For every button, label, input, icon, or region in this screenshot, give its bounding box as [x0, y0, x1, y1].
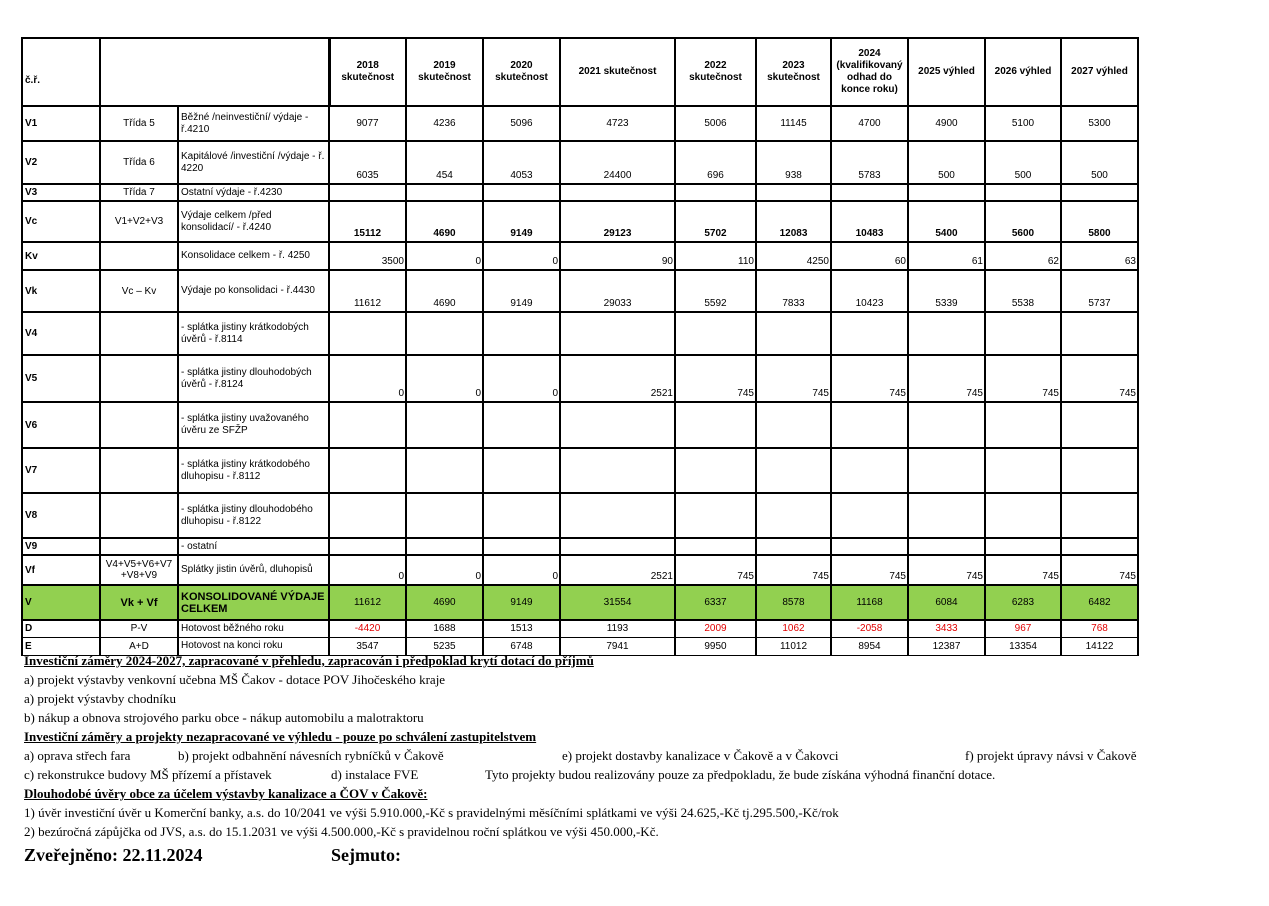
value-cell [908, 538, 985, 555]
value-cell [483, 448, 560, 493]
note-item: b) projekt odbahnění návesních rybníčků v Čakově [178, 748, 444, 763]
value-cell: 110 [675, 242, 756, 270]
value-cell: 745 [831, 355, 908, 402]
value-cell: 8578 [756, 585, 831, 620]
value-cell: 5096 [483, 106, 560, 141]
table-row [22, 402, 1138, 448]
row-class: Třída 6 [100, 141, 178, 184]
value-cell [908, 312, 985, 355]
row-code: Vc [22, 201, 100, 242]
row-code: Kv [22, 242, 100, 270]
value-cell: 5300 [1061, 106, 1138, 141]
table-row [22, 355, 1138, 402]
value-cell: 0 [406, 242, 483, 270]
row-class [100, 493, 178, 538]
value-cell [831, 184, 908, 201]
column-header: 2022 skutečnost [675, 38, 756, 106]
value-cell: 9950 [675, 637, 756, 655]
value-cell: 4690 [406, 201, 483, 242]
note-item: f) projekt úpravy návsi v Čakově [965, 748, 1137, 763]
value-cell: 745 [1061, 555, 1138, 585]
value-cell [831, 312, 908, 355]
value-cell: 4236 [406, 106, 483, 141]
value-cell: 0 [406, 555, 483, 585]
value-cell [831, 402, 908, 448]
row-class: Třída 7 [100, 184, 178, 201]
value-cell: 5800 [1061, 201, 1138, 242]
row-class [100, 242, 178, 270]
table-row [22, 106, 1138, 141]
row-description: Splátky jistin úvěrů, dluhopisů [178, 555, 329, 585]
value-cell: 0 [329, 555, 406, 585]
notes-heading-unplanned: Investiční záměry a projekty nezapracované ve výhledu - pouze po schválení zastupitelstvem [24, 729, 537, 744]
value-cell: 15112 [329, 201, 406, 242]
value-cell: 4690 [406, 270, 483, 312]
value-cell: 4053 [483, 141, 560, 184]
row-class: V1+V2+V3 [100, 201, 178, 242]
notes-section [24, 651, 1254, 841]
note-item: 2) bezúročná zápůjčka od JVS, a.s. do 15.1.2031 ve výši 4.500.000,-Kč s pravidelnou roční splátkou ve výši 450.000,-Kč. [24, 824, 659, 839]
row-description: - ostatní [178, 538, 329, 555]
value-cell: 5339 [908, 270, 985, 312]
value-cell: 768 [1061, 620, 1138, 637]
table-row [22, 448, 1138, 493]
value-cell: 1513 [483, 620, 560, 637]
value-cell: 3500 [329, 242, 406, 270]
value-cell [985, 312, 1061, 355]
value-cell: 0 [329, 355, 406, 402]
value-cell [756, 493, 831, 538]
row-description: Výdaje celkem /před konsolidací/ - ř.4240 [178, 201, 329, 242]
value-cell: 2009 [675, 620, 756, 637]
value-cell [908, 402, 985, 448]
value-cell: 4690 [406, 585, 483, 620]
row-class: P-V [100, 620, 178, 637]
value-cell [675, 538, 756, 555]
row-class [100, 355, 178, 402]
row-class: Vk + Vf [100, 585, 178, 620]
row-class [100, 538, 178, 555]
value-cell: 5538 [985, 270, 1061, 312]
value-cell: 3547 [329, 637, 406, 655]
row-class [100, 448, 178, 493]
value-cell: 12083 [756, 201, 831, 242]
value-cell: 5235 [406, 637, 483, 655]
value-cell [560, 448, 675, 493]
value-cell [675, 493, 756, 538]
value-cell: 62 [985, 242, 1061, 270]
value-cell [560, 493, 675, 538]
value-cell: 6283 [985, 585, 1061, 620]
table-row [22, 201, 1138, 242]
row-code: V3 [22, 184, 100, 201]
value-cell [831, 493, 908, 538]
row-code: E [22, 637, 100, 655]
value-cell: 10483 [831, 201, 908, 242]
row-code: V9 [22, 538, 100, 555]
row-description: - splátka jistiny dlouhodobých úvěrů - ř.8124 [178, 355, 329, 402]
note-item: a) projekt výstavby venkovní učebna MŠ Čakov - dotace POV Jihočeského kraje [24, 672, 446, 687]
value-cell: 5400 [908, 201, 985, 242]
value-cell: 745 [908, 555, 985, 585]
value-cell [483, 402, 560, 448]
value-cell: 745 [831, 555, 908, 585]
value-cell [483, 184, 560, 201]
value-cell: 1193 [560, 620, 675, 637]
value-cell [675, 448, 756, 493]
notes-heading-investments: Investiční záměry 2024-2027, zapracované v přehledu, zapracován i předpoklad krytí dotací do příjmů [24, 653, 594, 668]
value-cell [675, 402, 756, 448]
value-cell: 696 [675, 141, 756, 184]
value-cell: 6084 [908, 585, 985, 620]
row-code: V8 [22, 493, 100, 538]
value-cell: 13354 [985, 637, 1061, 655]
note-item: c) rekonstrukce budovy MŠ přízemí a přístavek [24, 767, 272, 782]
value-cell: 10423 [831, 270, 908, 312]
note-item: Tyto projekty budou realizovány pouze za předpokladu, že bude získána výhodná finanční dotace. [485, 767, 996, 782]
value-cell: 11612 [329, 270, 406, 312]
value-cell [985, 448, 1061, 493]
value-cell: 8954 [831, 637, 908, 655]
value-cell: 9149 [483, 585, 560, 620]
table-row [22, 620, 1138, 637]
value-cell [1061, 448, 1138, 493]
value-cell [483, 493, 560, 538]
row-class: Vc – Kv [100, 270, 178, 312]
value-cell [908, 184, 985, 201]
row-description: Konsolidace celkem - ř. 4250 [178, 242, 329, 270]
value-cell: 745 [985, 355, 1061, 402]
value-cell: 12387 [908, 637, 985, 655]
value-cell: 90 [560, 242, 675, 270]
table-row [22, 312, 1138, 355]
note-item: a) projekt výstavby chodníku [24, 691, 176, 706]
row-code: Vk [22, 270, 100, 312]
value-cell: 745 [908, 355, 985, 402]
corner-label: č.ř. [22, 38, 100, 106]
value-cell [406, 402, 483, 448]
column-header: 2018 skutečnost [329, 38, 406, 106]
value-cell: 0 [406, 355, 483, 402]
value-cell: 63 [1061, 242, 1138, 270]
note-row [24, 746, 1254, 765]
value-cell: 29033 [560, 270, 675, 312]
value-cell [1061, 184, 1138, 201]
value-cell: 3433 [908, 620, 985, 637]
value-cell: 7941 [560, 637, 675, 655]
row-class: A+D [100, 637, 178, 655]
value-cell [831, 448, 908, 493]
value-cell: 5600 [985, 201, 1061, 242]
value-cell [756, 184, 831, 201]
value-cell [406, 538, 483, 555]
value-cell: 0 [483, 355, 560, 402]
table-row [22, 493, 1138, 538]
value-cell [329, 312, 406, 355]
value-cell [756, 312, 831, 355]
row-description: Výdaje po konsolidaci - ř.4430 [178, 270, 329, 312]
value-cell: 967 [985, 620, 1061, 637]
value-cell: 5592 [675, 270, 756, 312]
column-header: 2027 výhled [1061, 38, 1138, 106]
value-cell [756, 402, 831, 448]
value-cell: 9077 [329, 106, 406, 141]
column-header: 2019 skutečnost [406, 38, 483, 106]
column-header: 2024 (kvalifikovaný odhad do konce roku) [831, 38, 908, 106]
value-cell [483, 538, 560, 555]
value-cell [985, 493, 1061, 538]
row-code: D [22, 620, 100, 637]
column-header: 2026 výhled [985, 38, 1061, 106]
value-cell: 500 [985, 141, 1061, 184]
value-cell: 6482 [1061, 585, 1138, 620]
value-cell [329, 493, 406, 538]
column-header: 2025 výhled [908, 38, 985, 106]
value-cell: 454 [406, 141, 483, 184]
row-class: V4+V5+V6+V7 +V8+V9 [100, 555, 178, 585]
removed-date: Sejmuto: [331, 845, 401, 865]
value-cell [1061, 538, 1138, 555]
value-cell [675, 184, 756, 201]
value-cell [756, 448, 831, 493]
value-cell: 500 [1061, 141, 1138, 184]
value-cell [560, 312, 675, 355]
note-row [24, 765, 1254, 784]
published-date: Zveřejněno: 22.11.2024 [24, 845, 203, 865]
value-cell: 29123 [560, 201, 675, 242]
header-row [22, 38, 1138, 106]
value-cell: 6748 [483, 637, 560, 655]
value-cell: 5100 [985, 106, 1061, 141]
value-cell: 0 [483, 242, 560, 270]
note-item: b) nákup a obnova strojového parku obce - nákup automobilu a malotraktoru [24, 710, 424, 725]
value-cell: 745 [675, 555, 756, 585]
table-row [22, 270, 1138, 312]
value-cell [329, 184, 406, 201]
value-cell: 6337 [675, 585, 756, 620]
note-item: a) oprava střech fara [24, 748, 131, 763]
value-cell [329, 402, 406, 448]
table-row [22, 242, 1138, 270]
note-item: e) projekt dostavby kanalizace v Čakově a v Čakovci [562, 748, 839, 763]
value-cell [406, 184, 483, 201]
value-cell [985, 402, 1061, 448]
value-cell: 2521 [560, 555, 675, 585]
column-header: 2020 skutečnost [483, 38, 560, 106]
value-cell [831, 538, 908, 555]
row-class [100, 312, 178, 355]
value-cell [560, 184, 675, 201]
row-code: V7 [22, 448, 100, 493]
value-cell: 7833 [756, 270, 831, 312]
row-description: Hotovost na konci roku [178, 637, 329, 655]
row-description: - splátka jistiny krátkodobého dluhopisu - ř.8112 [178, 448, 329, 493]
table-row [22, 555, 1138, 585]
value-cell [406, 312, 483, 355]
row-description: KONSOLIDOVANÉ VÝDAJE CELKEM [178, 585, 329, 620]
row-code: V [22, 585, 100, 620]
row-description: - splátka jistiny dlouhodobého dluhopisu - ř.8122 [178, 493, 329, 538]
value-cell: 11612 [329, 585, 406, 620]
note-item: 1) úvěr investiční úvěr u Komerční banky, a.s. do 10/2041 ve výši 5.910.000,-Kč s pravidelnými měsíčními splátkami ve výši 24.625,-Kč tj.295.500,-Kč/rok [24, 805, 839, 820]
value-cell [560, 538, 675, 555]
value-cell [675, 312, 756, 355]
notes-heading-loans: Dlouhodobé úvěry obce za účelem výstavby kanalizace a ČOV v Čakově: [24, 786, 428, 801]
value-cell [483, 312, 560, 355]
value-cell: 5783 [831, 141, 908, 184]
value-cell: 11145 [756, 106, 831, 141]
value-cell [1061, 402, 1138, 448]
value-cell [1061, 312, 1138, 355]
value-cell [985, 184, 1061, 201]
table-row [22, 141, 1138, 184]
value-cell: 11012 [756, 637, 831, 655]
value-cell: 745 [756, 555, 831, 585]
value-cell [1061, 493, 1138, 538]
value-cell: 0 [483, 555, 560, 585]
value-cell: 1688 [406, 620, 483, 637]
value-cell: 745 [985, 555, 1061, 585]
value-cell: 14122 [1061, 637, 1138, 655]
value-cell [560, 402, 675, 448]
table-row [22, 184, 1138, 201]
column-header: 2023 skutečnost [756, 38, 831, 106]
value-cell: 61 [908, 242, 985, 270]
value-cell [908, 493, 985, 538]
value-cell: 500 [908, 141, 985, 184]
value-cell: 5737 [1061, 270, 1138, 312]
value-cell: 9149 [483, 270, 560, 312]
note-item: d) instalace FVE [331, 767, 419, 782]
row-description: Běžné /neinvestiční/ výdaje - ř.4210 [178, 106, 329, 141]
row-code: V2 [22, 141, 100, 184]
value-cell: -4420 [329, 620, 406, 637]
value-cell: 6035 [329, 141, 406, 184]
budget-table [21, 37, 1139, 656]
value-cell: 5702 [675, 201, 756, 242]
row-code: Vf [22, 555, 100, 585]
row-code: V6 [22, 402, 100, 448]
value-cell: 31554 [560, 585, 675, 620]
value-cell: 60 [831, 242, 908, 270]
value-cell: 4900 [908, 106, 985, 141]
value-cell [329, 448, 406, 493]
row-class [100, 402, 178, 448]
row-code: V1 [22, 106, 100, 141]
row-class: Třída 5 [100, 106, 178, 141]
row-description: Ostatní výdaje - ř.4230 [178, 184, 329, 201]
value-cell: 1062 [756, 620, 831, 637]
table-row [22, 538, 1138, 555]
table-row [22, 585, 1138, 620]
value-cell [406, 448, 483, 493]
value-cell: -2058 [831, 620, 908, 637]
row-code: V5 [22, 355, 100, 402]
value-cell [406, 493, 483, 538]
row-description: - splátka jistiny uvažovaného úvěru ze SFŽP [178, 402, 329, 448]
value-cell: 4723 [560, 106, 675, 141]
value-cell: 5006 [675, 106, 756, 141]
value-cell [985, 538, 1061, 555]
row-code: V4 [22, 312, 100, 355]
value-cell: 4700 [831, 106, 908, 141]
value-cell: 745 [1061, 355, 1138, 402]
value-cell: 9149 [483, 201, 560, 242]
value-cell: 11168 [831, 585, 908, 620]
header-blank [100, 38, 329, 106]
column-header: 2021 skutečnost [560, 38, 675, 106]
value-cell: 24400 [560, 141, 675, 184]
value-cell: 938 [756, 141, 831, 184]
value-cell [756, 538, 831, 555]
row-description: - splátka jistiny krátkodobých úvěrů - ř.8114 [178, 312, 329, 355]
value-cell: 745 [756, 355, 831, 402]
row-description: Kapitálové /investiční /výdaje - ř. 4220 [178, 141, 329, 184]
value-cell: 745 [675, 355, 756, 402]
value-cell [329, 538, 406, 555]
value-cell: 4250 [756, 242, 831, 270]
value-cell [908, 448, 985, 493]
value-cell: 2521 [560, 355, 675, 402]
row-description: Hotovost běžného roku [178, 620, 329, 637]
